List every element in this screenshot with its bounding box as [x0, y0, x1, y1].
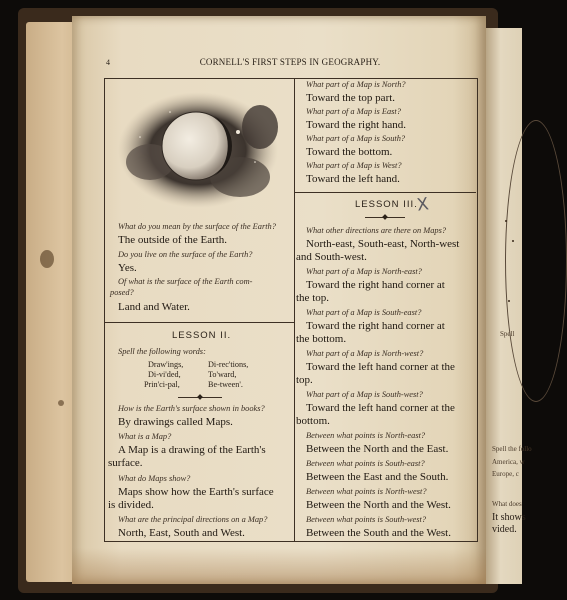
answer: the top.: [296, 292, 329, 304]
question: What part of a Map is West?: [306, 161, 402, 170]
question: What are the principal directions on a Map?: [118, 515, 268, 524]
answer: Between the East and the South.: [306, 471, 449, 483]
spelling-word: Di-vi'ded,: [148, 370, 181, 379]
question: How is the Earth's surface shown in books?: [118, 404, 265, 413]
answer: Toward the left hand.: [306, 173, 400, 185]
facing-page-fragment: It shows: [492, 512, 526, 523]
page-wear: [72, 548, 486, 584]
question: What part of a Map is South?: [306, 134, 406, 143]
answer: is divided.: [108, 499, 154, 511]
question: Between what points is South-east?: [306, 459, 425, 468]
facing-map-outline: [505, 120, 567, 402]
answer: top.: [296, 374, 313, 386]
answer: Toward the top part.: [306, 92, 396, 104]
answer: By drawings called Maps.: [118, 416, 233, 428]
section-rule: [104, 322, 294, 323]
question: What other directions are there on Maps?: [306, 226, 447, 235]
facing-page-fragment: vided.: [492, 524, 517, 535]
answer: Maps show how the Earth's surface: [118, 486, 274, 498]
stain: [58, 400, 64, 406]
answer: bottom.: [296, 415, 330, 427]
question: Of what is the surface of the Earth com-: [118, 277, 253, 286]
answer: Toward the right hand corner at: [306, 279, 445, 291]
facing-page-fragment: America, w: [492, 458, 525, 466]
question: Between what points is North-west?: [306, 487, 427, 496]
spelling-word: Be-tween'.: [208, 380, 243, 389]
facing-page-fragment: Spell: [500, 330, 515, 338]
star: [169, 111, 171, 113]
answer: surface.: [108, 457, 143, 469]
star: [254, 161, 256, 163]
question: What part of a Map is North?: [306, 80, 406, 89]
spell-prompt: Spell the following words:: [118, 347, 206, 356]
question: What part of a Map is East?: [306, 107, 401, 116]
answer: and South-west.: [296, 251, 367, 263]
question: Between what points is South-west?: [306, 515, 427, 524]
question: What part of a Map is South-west?: [306, 390, 423, 399]
answer: Land and Water.: [118, 301, 190, 313]
answer: A Map is a drawing of the Earth's: [118, 444, 266, 456]
facing-page-fragment: What does: [492, 500, 522, 508]
spelling-word: Di-rec'tions,: [208, 360, 249, 369]
answer: Toward the left hand corner at the: [306, 402, 455, 414]
question: What part of a Map is North-west?: [306, 349, 424, 358]
question: What do you mean by the surface of the Earth?: [118, 222, 276, 231]
question: Between what points is North-east?: [306, 431, 426, 440]
answer: Yes.: [118, 262, 137, 274]
cloud: [242, 105, 278, 149]
spelling-word: Prin'ci-pal,: [144, 380, 180, 389]
star: [139, 136, 141, 138]
question: posed?: [110, 288, 134, 297]
star: [236, 130, 240, 134]
pencil-mark: X: [415, 194, 430, 216]
answer: Toward the right hand.: [306, 119, 407, 131]
page-number: 4: [106, 58, 110, 67]
column-divider: [294, 78, 295, 541]
section-rule: [294, 192, 476, 193]
facing-page-fragment: Spell the follo: [492, 445, 532, 453]
answer: North-east, South-east, North-west: [306, 238, 460, 250]
earth-globe: [162, 112, 230, 180]
question: What part of a Map is South-east?: [306, 308, 422, 317]
answer: Toward the right hand corner at: [306, 320, 445, 332]
question: What do Maps show?: [118, 474, 191, 483]
question: What is a Map?: [118, 432, 172, 441]
spelling-word: Draw'ings,: [148, 360, 184, 369]
map-dot: [508, 300, 510, 302]
stain: [40, 250, 54, 268]
answer: North, East, South and West.: [118, 527, 245, 539]
lesson-heading: LESSON II.: [172, 330, 232, 341]
running-title: CORNELL'S FIRST STEPS IN GEOGRAPHY.: [199, 57, 381, 67]
map-dot: [512, 240, 514, 242]
answer: Between the North and the East.: [306, 443, 449, 455]
map-dot: [505, 220, 507, 222]
answer: the bottom.: [296, 333, 347, 345]
spelling-word: To'ward,: [208, 370, 237, 379]
answer: Toward the left hand corner at the: [306, 361, 455, 373]
answer: Between the North and the West.: [306, 499, 451, 511]
lesson-heading: LESSON III.: [355, 199, 418, 210]
answer: Toward the bottom.: [306, 146, 393, 158]
answer: Between the South and the West.: [306, 527, 451, 539]
question: What part of a Map is North-east?: [306, 267, 422, 276]
question: Do you live on the surface of the Earth?: [118, 250, 253, 259]
facing-page-fragment: Europe, c: [492, 470, 519, 478]
answer: The outside of the Earth.: [118, 234, 228, 246]
earth-illustration: [110, 82, 292, 212]
